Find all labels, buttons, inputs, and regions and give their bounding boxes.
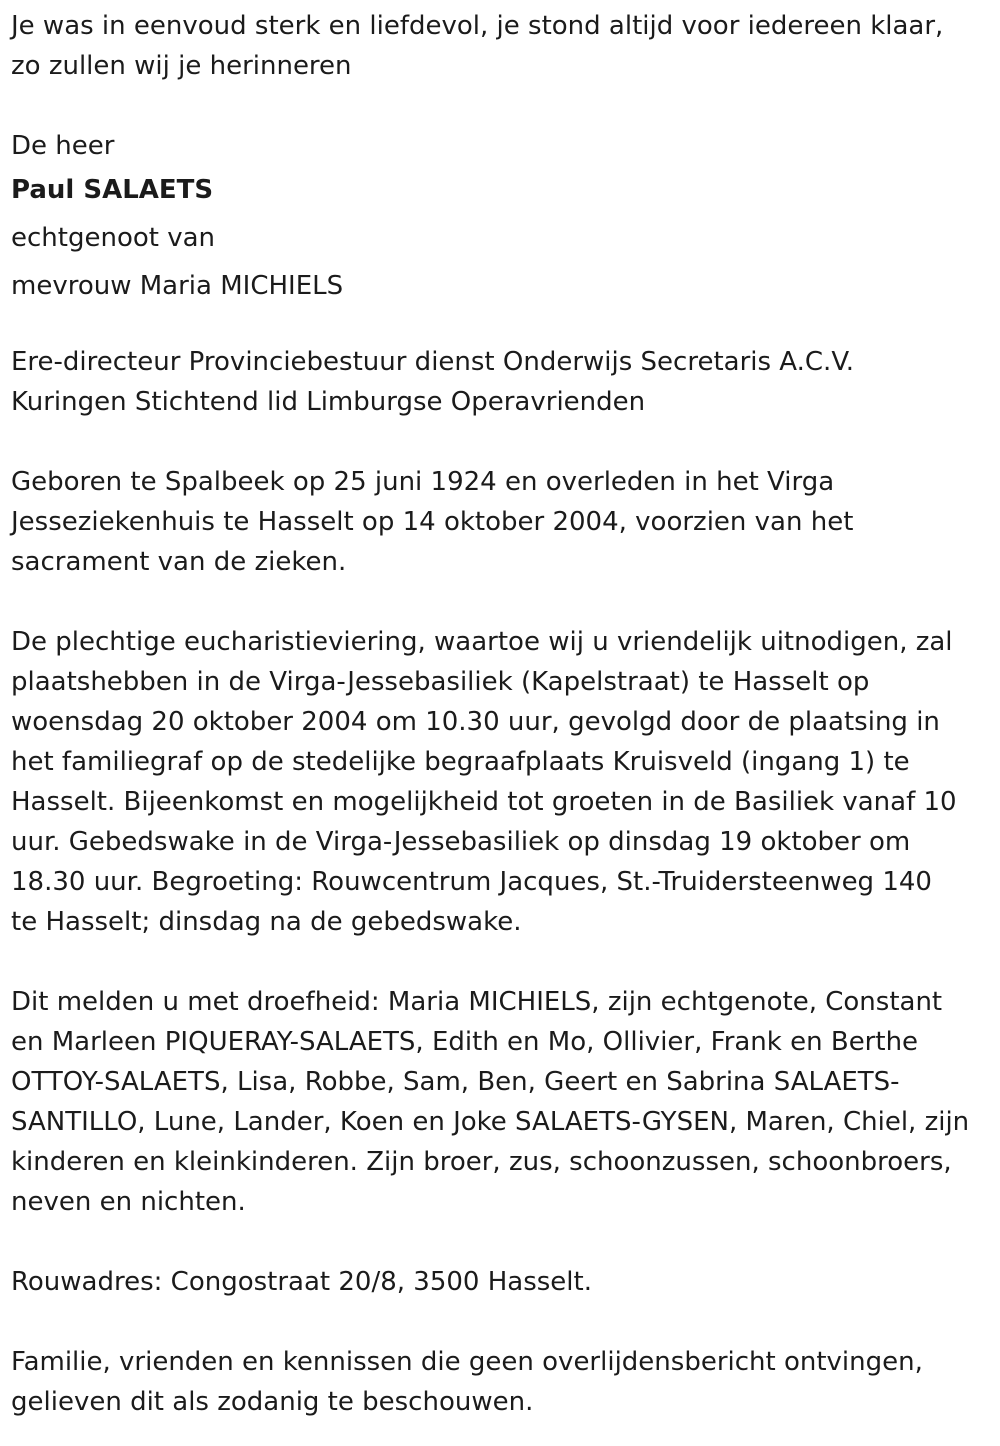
ceremony-line: uur. Gebedswake in de Virga-Jessebasiliek op dinsdag 19 oktober om: [11, 827, 911, 857]
relation-text: echtgenoot van: [11, 223, 216, 253]
family-line: kinderen en kleinkinderen. Zijn broer, zus, schoonzussen, schoonbroers,: [11, 1147, 952, 1177]
closing-line: gelieven dit als zodanig te beschouwen.: [11, 1387, 534, 1417]
ceremony-line: Hasselt. Bijeenkomst en mogelijkheid tot groeten in de Basiliek vanaf 10: [11, 787, 957, 817]
family-line: OTTOY-SALAETS, Lisa, Robbe, Sam, Ben, Geert en Sabrina SALAETS-: [11, 1067, 900, 1097]
birth-death-paragraph: [11, 462, 986, 582]
function-paragraph: [11, 342, 986, 422]
ceremony-line: te Hasselt; dinsdag na de gebedswake.: [11, 907, 522, 937]
ceremony-line: De plechtige eucharistieviering, waartoe wij u vriendelijk uitnodigen, zal: [11, 627, 953, 657]
birth-death-line: Geboren te Spalbeek op 25 juni 1924 en overleden in het Virga: [11, 467, 835, 497]
birth-death-line: Jesseziekenhuis te Hasselt op 14 oktober 2004, voorzien van het: [11, 507, 854, 537]
family-line: neven en nichten.: [11, 1187, 246, 1217]
intro-quote: [11, 6, 986, 86]
birth-death-line: sacrament van de zieken.: [11, 547, 347, 577]
family-line: SANTILLO, Lune, Lander, Koen en Joke SALAETS-GYSEN, Maren, Chiel, zijn: [11, 1107, 970, 1137]
intro-line: Je was in eenvoud sterk en liefdevol, je stond altijd voor iedereen klaar,: [11, 11, 944, 41]
family-line: en Marleen PIQUERAY-SALAETS, Edith en Mo, Ollivier, Frank en Berthe: [11, 1027, 919, 1057]
obituary-notice: [11, 6, 986, 1422]
family-line: Dit melden u met droefheid: Maria MICHIELS, zijn echtgenote, Constant: [11, 987, 943, 1017]
ceremony-line: plaatshebben in de Virga-Jessebasiliek (Kapelstraat) te Hasselt op: [11, 667, 870, 697]
ceremony-line: woensdag 20 oktober 2004 om 10.30 uur, gevolgd door de plaatsing in: [11, 707, 940, 737]
family-paragraph: [11, 982, 986, 1222]
closing-paragraph: [11, 1342, 986, 1422]
intro-line: zo zullen wij je herinneren: [11, 51, 352, 81]
function-line: Ere-directeur Provinciebestuur dienst Onderwijs Secretaris A.C.V.: [11, 347, 855, 377]
ceremony-paragraph: [11, 622, 986, 942]
ceremony-line: het familiegraf op de stedelijke begraafplaats Kruisveld (ingang 1) te: [11, 747, 910, 777]
mourning-address: Rouwadres: Congostraat 20/8, 3500 Hasselt.: [11, 1267, 592, 1297]
ceremony-line: 18.30 uur. Begroeting: Rouwcentrum Jacques, St.-Truidersteenweg 140: [11, 867, 932, 897]
function-line: Kuringen Stichtend lid Limburgse Operavrienden: [11, 387, 646, 417]
spouse-name: mevrouw Maria MICHIELS: [11, 271, 344, 301]
closing-line: Familie, vrienden en kennissen die geen overlijdensbericht ontvingen,: [11, 1347, 923, 1377]
deceased-name: Paul SALAETS: [11, 175, 214, 205]
title-prefix: De heer: [11, 131, 115, 161]
